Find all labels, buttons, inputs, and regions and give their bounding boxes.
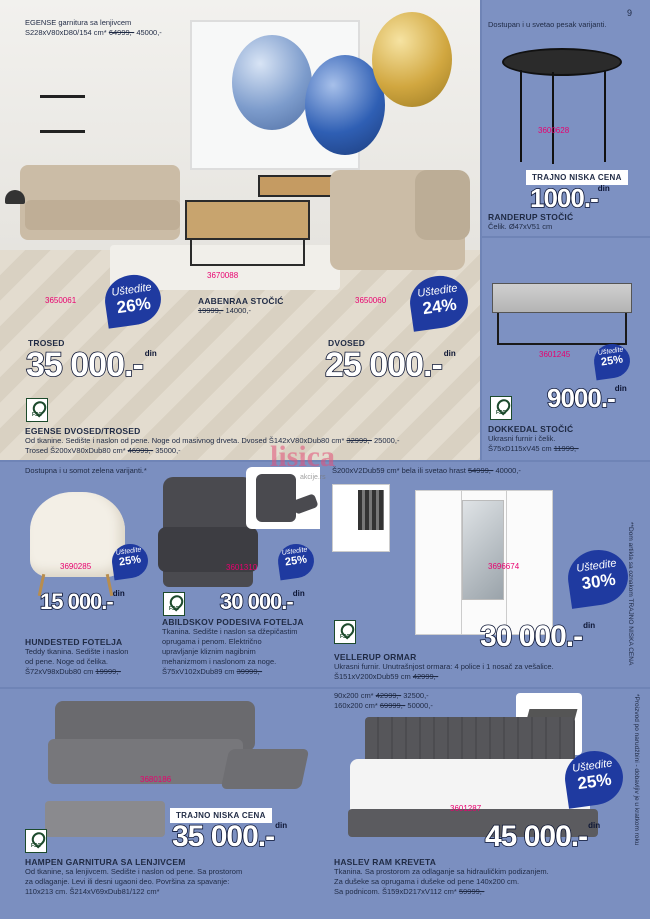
dokkedal-old-price: 11999,- [553, 444, 579, 453]
randerup-badge: TRAJNO NISKA CENA [526, 170, 628, 185]
hampen-price [172, 820, 288, 853]
abildskov-desc-5 [162, 667, 262, 677]
code-loveseat: 3650060 [355, 296, 387, 305]
dokkedal-size: Š75xD115xV45 cm [488, 444, 552, 453]
egense-desc-text: Trosed Š200xV80xDub80 cm* [25, 446, 126, 455]
vellerup-price-value: 30 000.- [480, 620, 583, 653]
din-label: din [614, 384, 627, 393]
haslev-size2-old: 69999,- [379, 701, 406, 710]
haslev-size2-label: 160x200 cm* [334, 701, 378, 710]
hampen-title: HAMPEN GARNITURA SA LENJIVCEM [25, 857, 186, 867]
hero-set-old-price: 64999,- [108, 28, 135, 37]
save-label: Uštedite [281, 546, 308, 557]
aabenraa-old-price: 19999,- [198, 306, 224, 315]
fsc-logo: FSC [334, 620, 356, 644]
balloon-gold [372, 12, 452, 107]
hampen-price-value: 35 000.- [172, 820, 275, 853]
dokkedal-panel [482, 238, 650, 460]
din-label: din [597, 184, 610, 193]
haslev-price [485, 820, 601, 853]
floor-lamp [5, 190, 25, 204]
save-value: 26% [115, 293, 152, 318]
egense-trosed-new: 35000,- [155, 446, 181, 455]
watermark-brand: lisica [270, 440, 335, 473]
dvosed-price-value: 25 000.- [325, 346, 442, 384]
save-label: Uštedite [115, 546, 142, 557]
haslev-size1-label: 90x200 cm* [334, 691, 374, 700]
code-sofa: 3650061 [45, 296, 77, 305]
hundested-desc-1: Teddy tkanina. Sedište i naslon [25, 647, 129, 656]
hero-set-new-price: 45000,- [136, 28, 162, 37]
hundested-panel [0, 462, 158, 687]
randerup-code: 3600628 [538, 126, 570, 135]
hampen-code: 3680186 [140, 775, 172, 784]
dokkedal-table-top [492, 283, 632, 313]
haslev-size: Sa podnicom. Š159xD217xV112 cm* [334, 887, 457, 896]
hundested-size: Š72xV98xDub80 cm [25, 667, 94, 676]
vellerup-size: Š151xV200xDub59 cm [334, 672, 411, 681]
trosed-label: TROSED [28, 338, 65, 348]
hundested-title: HUNDESTED FOTELJA [25, 637, 123, 647]
trosed-price [26, 346, 157, 384]
save-value: 25% [118, 553, 142, 569]
abildskov-desc-2: oprugama i penom. Električno [162, 637, 262, 646]
save-value: 25% [576, 769, 613, 794]
din-label: din [275, 821, 288, 830]
save-value: 24% [421, 294, 458, 319]
hero-set-size: S228xV80xD80/154 cm* [25, 28, 107, 37]
save-value: 25% [284, 553, 308, 569]
dokkedal-title: DOKKEDAL STOČIĆ [488, 424, 574, 434]
page-number: 9 [626, 8, 632, 18]
balloon-light-blue [232, 35, 312, 130]
dokkedal-desc-1: Ukrasni furnir i čelik. [488, 434, 556, 443]
abildskov-panel [158, 462, 320, 687]
randerup-panel [482, 0, 650, 236]
din-label: din [443, 349, 456, 358]
haslev-desc-2: Za dušeke sa oprugama i dušeke od pene 140x200 cm. [334, 877, 520, 886]
sofa-seat [25, 200, 180, 230]
randerup-leg-mid [552, 72, 554, 164]
abildskov-price [220, 589, 305, 614]
corner-sofa-chaise [221, 749, 310, 789]
randerup-price [530, 183, 610, 213]
save-label: Uštedite [416, 282, 459, 300]
randerup-price-value: 1000.- [530, 183, 598, 213]
egense-dvosed-old: 32999,- [346, 436, 372, 445]
sofa-bed-image [45, 801, 165, 837]
vellerup-save-bubble [564, 546, 631, 609]
fsc-logo: FSC [163, 592, 185, 616]
randerup-title: RANDERUP STOČIĆ [488, 212, 574, 222]
vellerup-note-new: 40000,- [495, 466, 521, 475]
dokkedal-desc-2 [488, 444, 579, 454]
hundested-desc-2: od pene. Noge od čelika. [25, 657, 108, 666]
vellerup-desc-2 [334, 672, 438, 682]
save-value: 30% [580, 569, 617, 594]
haslev-desc-1: Tkanina. Sa prostorom za odlaganje sa hidrauličkim podizanjem. [334, 867, 549, 876]
haslev-desc-3 [334, 887, 484, 897]
haslev-price-value: 45 000.- [485, 820, 588, 853]
dokkedal-save-bubble [592, 342, 632, 381]
hero-set-price-line [25, 28, 162, 38]
vellerup-desc-1: Ukrasni furnir. Unutrašnjost ormara: 4 police i 1 nosač za vešalice. [334, 662, 554, 671]
egense-title: EGENSE DVOSED/TROSED [25, 426, 141, 436]
egense-desc-2 [25, 446, 181, 456]
trosed-price-value: 35 000.- [26, 346, 143, 384]
hampen-desc-2: za odlaganje. Levi ili desni ugaoni deo. Površina za spavanje: [25, 877, 230, 886]
egense-desc-1 [25, 436, 399, 446]
abildskov-code: 3601310 [226, 563, 258, 572]
vellerup-side-note: **Dom artikla sa oznakom TRAJNO NISKA CENA [627, 522, 634, 666]
hero-set-name: EGENSE garnitura sa lenjivcem [25, 18, 132, 27]
wall-shelf [40, 95, 85, 98]
vellerup-old-price: 42999,- [412, 672, 439, 681]
dokkedal-price [547, 383, 627, 413]
watermark-sub: akcije.rs [300, 474, 326, 481]
haslev-size-1 [334, 691, 429, 701]
coffee-table-frame [190, 240, 305, 266]
abildskov-desc-1: Tkanina. Sedište i naslon sa džepičastim [162, 627, 298, 636]
din-label: din [144, 349, 157, 358]
dokkedal-code: 3601245 [539, 350, 571, 359]
save-label: Uštedite [597, 346, 624, 357]
wardrobe-inset-clothes [358, 490, 384, 530]
randerup-desc: Čelik. Ø47xV51 cm [488, 222, 553, 231]
hero-panel [0, 0, 480, 460]
hampen-desc-3: 110x213 cm. Š214xV69xDub81/122 cm* [25, 887, 160, 896]
din-label: din [112, 589, 125, 598]
egense-dvosed-new: 25000,- [374, 436, 400, 445]
coffee-table-image [185, 200, 310, 240]
abildskov-size: Š75xV102xDub89 cm [162, 667, 235, 676]
vellerup-code: 3696674 [488, 562, 520, 571]
haslev-size1-old: 42999,- [375, 691, 402, 700]
fsc-logo: FSC [25, 829, 47, 853]
hundested-price-value: 15 000.- [40, 589, 113, 614]
hampen-badge: TRAJNO NISKA CENA [170, 808, 272, 823]
hundested-note: Dostupna i u somot zelena varijanti.* [25, 466, 147, 475]
egense-desc-text: Od tkanine. Sedište i naslon od pene. Noge od masivnog drveta. Dvosed Š142xV80xDub80 cm* [25, 436, 345, 445]
egense-trosed-old: 46999,- [127, 446, 154, 455]
haslev-size1-new: 32500,- [403, 691, 429, 700]
hundested-desc-3 [25, 667, 121, 677]
dvosed-label: DVOSED [328, 338, 366, 348]
randerup-note: Dostupan i u svetao pesak varijanti. [488, 20, 607, 29]
din-label: din [588, 821, 601, 830]
vellerup-price [480, 620, 596, 653]
wardrobe-divider [461, 490, 462, 635]
abildskov-title: ABILDSKOV PODESIVA FOTELJA [162, 617, 304, 627]
save-label: Uštedite [110, 281, 153, 299]
hampen-desc-1: Od tkanine, sa lenjivcem. Sedište i naslon od pene. Sa prostorom [25, 867, 243, 876]
vellerup-note-b: Dub59 cm* bela ili svetao hrast [362, 466, 466, 475]
abildskov-desc-3: upravljanje kliznim nagibnim [162, 647, 256, 656]
save-label: Uštedite [575, 557, 618, 575]
haslev-panel [320, 689, 650, 919]
hundested-code: 3690285 [60, 562, 92, 571]
wall-shelf [40, 130, 85, 133]
aabenraa-new-price: 14000,- [225, 306, 251, 315]
hundested-old-price: 19999,- [95, 667, 121, 676]
haslev-side-note: *Proizvod po narudžbini - dobavljiv je u kratkom roku [633, 694, 640, 846]
din-label: din [583, 621, 596, 630]
vellerup-note-a: Š200xV2 [332, 466, 363, 475]
dokkedal-price-value: 9000.- [547, 383, 615, 413]
abildskov-save-bubble [276, 542, 316, 581]
save-value: 25% [600, 353, 624, 369]
dvosed-price [325, 346, 456, 384]
fsc-logo: FSC [26, 398, 48, 422]
dokkedal-frame [497, 313, 627, 345]
hampen-panel [0, 689, 320, 919]
wardrobe-mirror [462, 500, 504, 600]
vellerup-panel [320, 462, 650, 687]
haslev-size-2 [334, 701, 433, 711]
recliner-inset-chair [256, 474, 296, 522]
vellerup-title: VELLERUP ORMAR [334, 652, 417, 662]
aabenraa-title: AABENRAA STOČIĆ [198, 296, 284, 306]
haslev-old-price: 59999,- [458, 887, 485, 896]
aabenraa-price-line [198, 306, 251, 316]
fsc-logo: FSC [490, 396, 512, 420]
vellerup-note-old: 54999,- [467, 466, 494, 475]
vellerup-note [332, 466, 521, 476]
haslev-title: HASLEV RAM KREVETA [334, 857, 437, 867]
abildskov-old-price: 39999,- [236, 667, 263, 676]
haslev-code: 3601287 [450, 804, 482, 813]
loveseat-arm [415, 170, 470, 240]
randerup-legs [520, 70, 606, 162]
code-table: 3670088 [207, 271, 239, 280]
haslev-size2-new: 50000,- [407, 701, 433, 710]
save-label: Uštedite [571, 757, 614, 775]
abildskov-desc-4: mehanizmom i naslonom za noge. [162, 657, 277, 666]
din-label: din [292, 589, 305, 598]
hundested-price [40, 589, 125, 614]
abildskov-price-value: 30 000.- [220, 589, 293, 614]
